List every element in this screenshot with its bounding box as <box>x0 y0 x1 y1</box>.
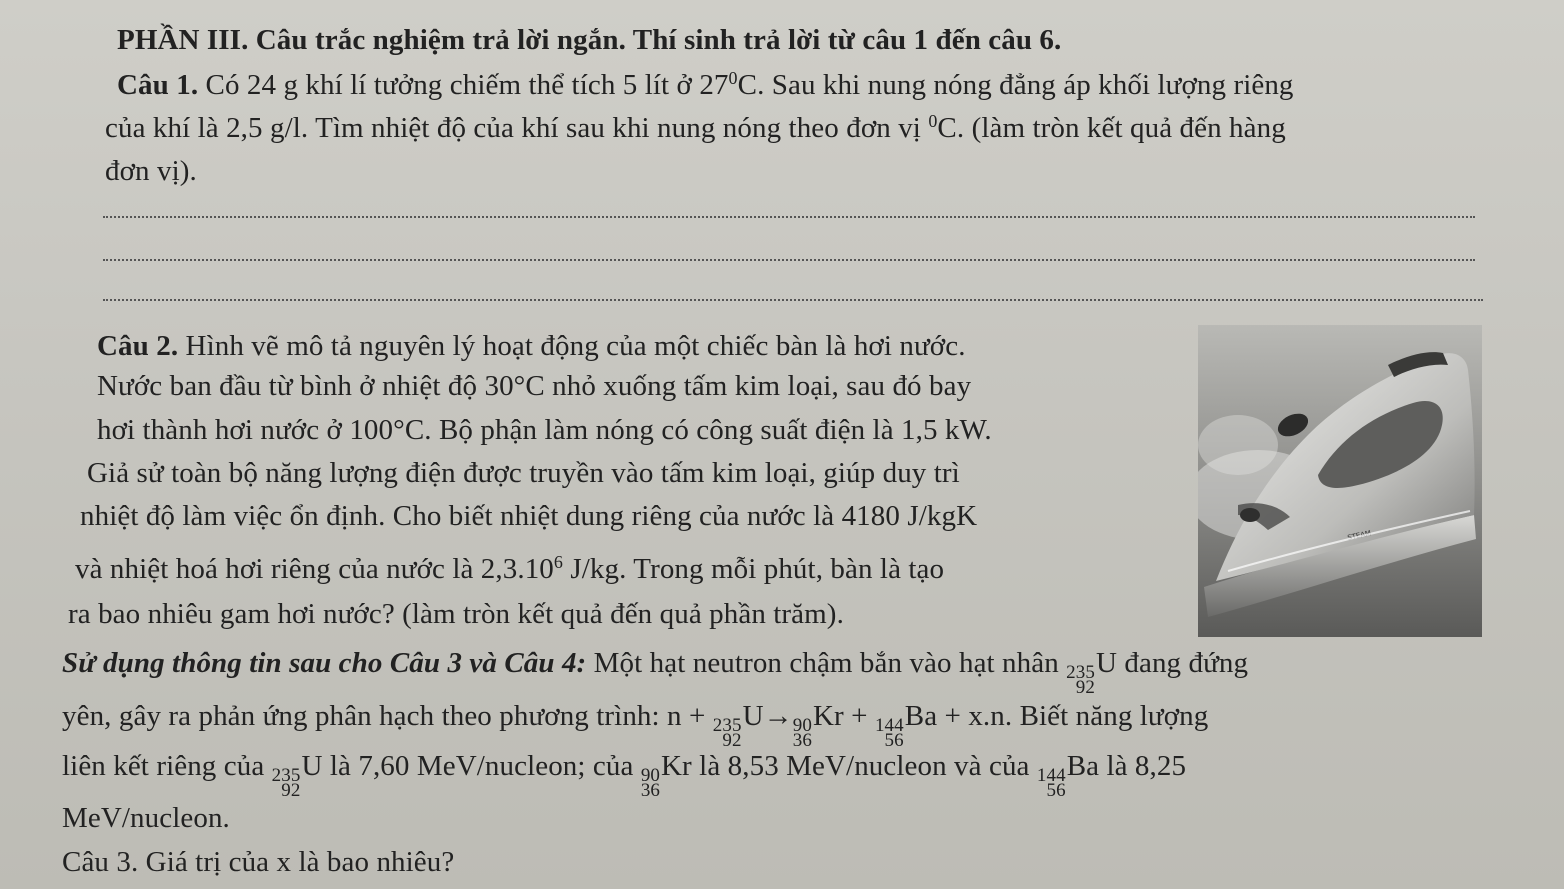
nuclide-kr90-be: 90 36 <box>640 765 661 801</box>
answer-line-2 <box>103 259 1475 261</box>
answer-line-1 <box>103 216 1475 218</box>
info-text-2b: U→ <box>742 700 793 732</box>
info-text-2c: Kr + <box>812 700 875 732</box>
info-text-2a: yên, gây ra phản ứng phân hạch theo phương trình: n + <box>62 700 713 732</box>
nuclide-u235-eq: 235 92 <box>712 715 742 751</box>
info-text-1b: U đang đứng <box>1095 647 1249 679</box>
info-text-2d: Ba + x.n. Biết năng lượng <box>904 700 1209 732</box>
nuclide-kr90-eq: 90 36 <box>792 715 812 751</box>
q2-line-3: hơi thành hơi nước ở 100°C. Bộ phận làm nóng có công suất điện là 1,5 kW. <box>97 414 992 446</box>
q2-text-1: Hình vẽ mô tả nguyên lý hoạt động của một chiếc bàn là hơi nước. <box>185 330 966 362</box>
q2-line-5: nhiệt độ làm việc ổn định. Cho biết nhiệt dung riêng của nước là 4180 J/kgK <box>80 500 978 532</box>
steam-iron-image <box>1198 325 1482 637</box>
q1-text-2a: của khí là 2,5 g/l. Tìm nhiệt độ của khí sau khi nung nóng theo đơn vị <box>105 112 929 144</box>
nuclide-ba144-eq: 144 56 <box>874 715 904 751</box>
answer-line-3 <box>103 299 1483 301</box>
info-line-1 <box>62 645 1249 698</box>
q1-line-3: đơn vị). <box>105 155 197 187</box>
q2-line-7: ra bao nhiêu gam hơi nước? (làm tròn kết quả đến quả phần trăm). <box>68 598 844 630</box>
q1-line-1 <box>117 67 1294 103</box>
nuclide-ba144-be: 144 56 <box>1036 765 1066 801</box>
info-line-3 <box>62 748 1187 801</box>
q2-line-4: Giả sử toàn bộ năng lượng điện được truyền vào tấm kim loại, giúp duy trì <box>87 457 960 489</box>
q1-text-1a: Có 24 g khí lí tưởng chiếm thể tích 5 lít ở 27 <box>205 69 729 101</box>
q1-degree-sup-1: 0 <box>728 68 738 89</box>
info-text-3c: Kr là 8,53 MeV/nucleon và của <box>661 750 1037 782</box>
info-text-3b: U là 7,60 MeV/nucleon; của <box>301 750 641 782</box>
q1-text-2b: C. (làm tròn kết quả đến hàng <box>937 112 1286 144</box>
q2-label: Câu 2. <box>97 330 179 362</box>
q2-text-6a: và nhiệt hoá hơi riêng của nước là 2,3.10 <box>75 553 554 585</box>
q2-power-sup: 6 <box>553 552 563 573</box>
info-text-3d: Ba là 8,25 <box>1066 750 1187 782</box>
info-line-4: MeV/nucleon. <box>62 802 230 834</box>
info-text-1a: Một hạt neutron chậm bắn vào hạt nhân <box>586 647 1067 679</box>
q2-text-6b: J/kg. Trong mỗi phút, bàn là tạo <box>563 553 945 585</box>
q1-degree-sup-2: 0 <box>928 111 938 132</box>
nuclide-u235: 235 92 <box>1066 662 1095 698</box>
q2-line-6 <box>75 551 944 587</box>
q1-text-1b: C. Sau khi nung nóng đẳng áp khối lượng riêng <box>737 69 1294 101</box>
iron-sticker-text: STEAM <box>1346 529 1372 542</box>
q3-line: Câu 3. Giá trị của x là bao nhiêu? <box>62 846 455 878</box>
q1-label: Câu 1. <box>117 69 199 101</box>
nuclide-u235-be: 235 92 <box>271 765 301 801</box>
info-lead: Sử dụng thông tin sau cho Câu 3 và Câu 4: <box>62 647 587 679</box>
info-line-2 <box>62 698 1209 751</box>
q2-line-1 <box>97 328 966 364</box>
q2-line-2: Nước ban đầu từ bình ở nhiệt độ 30°C nhỏ xuống tấm kim loại, sau đó bay <box>97 370 972 402</box>
q1-line-2 <box>105 110 1286 146</box>
section-heading: PHẦN III. Câu trắc nghiệm trả lời ngắn. Thí sinh trả lời từ câu 1 đến câu 6. <box>117 24 1062 56</box>
info-text-3a: liên kết riêng của <box>62 750 272 782</box>
